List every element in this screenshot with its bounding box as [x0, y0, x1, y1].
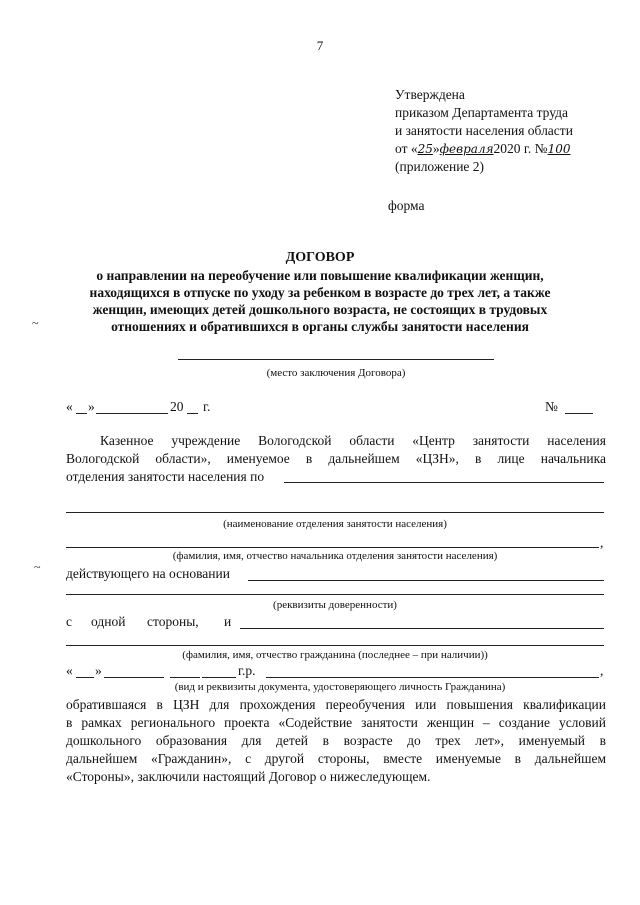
one-side-word: и [224, 614, 232, 629]
one-side-word: стороны, [147, 614, 199, 629]
acting-basis-label: действующего на основании [66, 566, 230, 581]
birth-year-field-2[interactable] [202, 677, 236, 678]
handwritten-month: февраля [439, 142, 494, 156]
citizen-inline-field[interactable] [240, 628, 604, 629]
subtitle-line: отношениях и обратившихся в органы службы занятости населения [111, 319, 529, 334]
number-sign: № [545, 399, 558, 414]
birth-day-field[interactable] [76, 677, 94, 678]
approval-line: (приложение 2) [395, 159, 485, 174]
date-month-field[interactable] [96, 413, 168, 414]
date-open-quote: « [66, 399, 73, 414]
id-document-field[interactable] [266, 677, 599, 678]
closing-line: дошкольного образования для детей в возрасте до трех лет», именуемый в [66, 733, 606, 748]
approval-line: Утверждена [395, 87, 465, 102]
intro-line: Вологодской области», именуемое в дальнейшем «ЦЗН», в лице начальника [66, 451, 606, 466]
date-year: 20 [170, 399, 184, 414]
date-close-quote: » [88, 399, 95, 414]
approval-block [395, 86, 630, 176]
form-label: форма [388, 198, 425, 213]
birth-year-field[interactable] [170, 677, 200, 678]
citizen-name-field[interactable] [66, 645, 604, 646]
head-name-field[interactable] [66, 547, 599, 548]
id-comma: , [600, 663, 604, 678]
dept-field-inline[interactable] [284, 482, 604, 483]
subtitle-line: о направлении на переобучение или повышение квалификации женщин, [96, 268, 544, 283]
birth-month-field[interactable] [104, 677, 164, 678]
closing-paragraph [66, 696, 606, 786]
margin-mark: ~ [34, 560, 41, 574]
closing-line: в рамках регионального проекта «Содействие занятости женщин – создание условий [66, 715, 606, 730]
proxy-field[interactable] [66, 594, 604, 595]
dept-caption: (наименование отделения занятости населения) [223, 518, 447, 530]
acting-basis-field[interactable] [248, 580, 604, 581]
dept-field[interactable] [66, 512, 604, 513]
approval-date-line: от «25»февраля2020 г. №100 [395, 141, 571, 156]
closing-line: обратившаяся в ЦЗН для прохождения переобучения или повышения квалификации [66, 697, 606, 712]
one-side-word: с [66, 614, 72, 629]
handwritten-day: 25 [417, 142, 433, 156]
date-year-field[interactable] [187, 413, 198, 414]
approval-line: и занятости населения области [395, 123, 573, 138]
citizen-caption: (фамилия, имя, отчество гражданина (последнее – при наличии)) [182, 649, 488, 661]
intro-line: отделения занятости населения по [66, 469, 265, 484]
intro-paragraph [66, 432, 606, 486]
document-title: ДОГОВОР [285, 250, 355, 265]
place-caption: (место заключения Договора) [266, 367, 406, 379]
id-caption: (вид и реквизиты документа, удостоверяющего личность Гражданина) [174, 681, 506, 693]
contract-number-field[interactable] [565, 413, 593, 414]
document-subtitle [80, 267, 560, 335]
one-side-word: одной [91, 614, 126, 629]
closing-line: дальнейшем «Гражданин», с другой стороны, вместе именуемые в дальнейшем [66, 751, 606, 766]
birth-close-quote: » [95, 663, 102, 678]
date-day-field[interactable] [76, 413, 87, 414]
birth-open-quote: « [66, 663, 73, 678]
place-field[interactable] [178, 359, 494, 360]
closing-line: «Стороны», заключили настоящий Договор о нижеследующем. [66, 769, 431, 784]
margin-mark: ~ [32, 316, 39, 330]
date-year-suffix: г. [203, 399, 211, 414]
proxy-caption: (реквизиты доверенности) [273, 599, 397, 611]
page-number: 7 [316, 38, 324, 53]
subtitle-line: находящихся в отпуске по уходу за ребенком в возрасте до трех лет, а также [89, 285, 551, 300]
head-comma: , [600, 535, 604, 550]
handwritten-number: 100 [547, 142, 571, 156]
birth-year-suffix: г.р. [238, 663, 256, 678]
approval-line: приказом Департамента труда [395, 105, 569, 120]
intro-line: Казенное учреждение Вологодской области «Центр занятости населения [100, 433, 606, 448]
head-caption: (фамилия, имя, отчество начальника отделения занятости населения) [172, 550, 498, 562]
subtitle-line: женщин, имеющих детей дошкольного возраста, не состоящих в трудовых [92, 302, 548, 317]
